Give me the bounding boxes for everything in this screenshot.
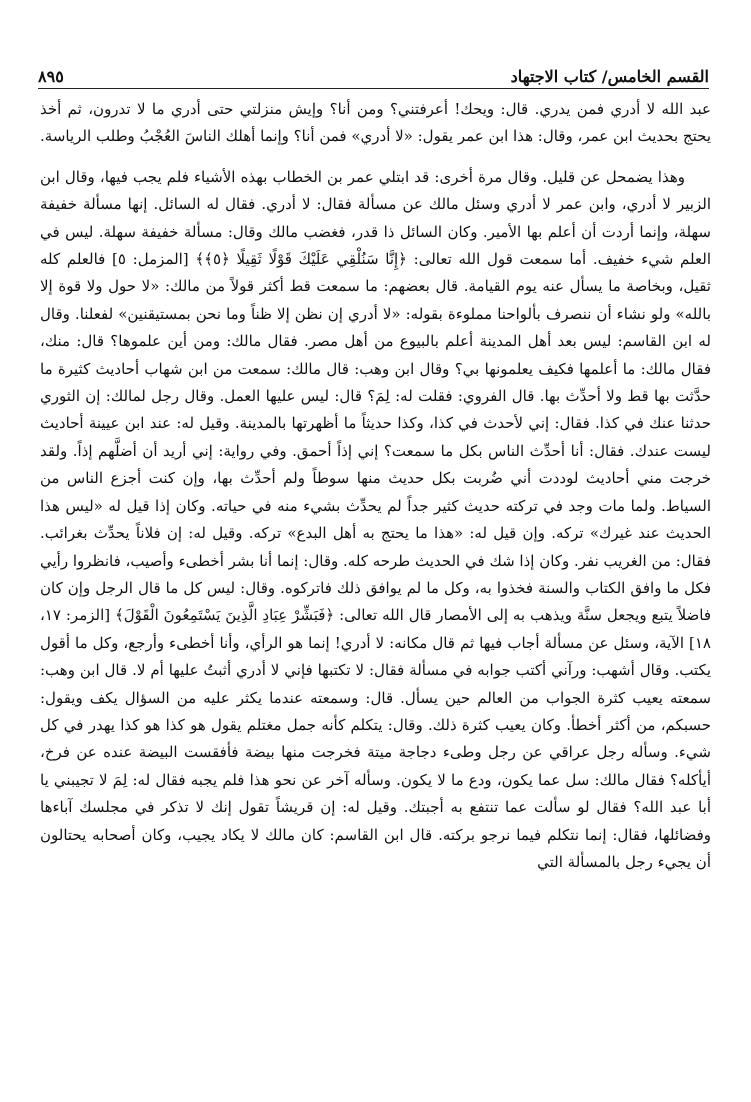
page-body xyxy=(40,96,711,1094)
header-rule xyxy=(38,88,709,89)
paragraph-continuation: عبد الله لا أدري فمن يدري. قال: ويحك! أعرفتني؟ ومن أنا؟ وإيش منزلتي حتى أدري ما لا تدرون، ثم أخذ يحتج بحديث ابن عمر، وقال: هذا ابن عمر يقول: «لا أدري» فمن أنا؟ وإنما أهلك الناسَ العُجْبُ وطلب الرياسة. xyxy=(40,100,711,146)
paragraph-main: وهذا يضمحل عن قليل. وقال مرة أخرى: قد ابتلي عمر بن الخطاب بهذه الأشياء فلم يجب فيها، وقال ابن الزبير لا أدري، وابن عمر لا أدري وسئل مالك عن مسألة فقال: لا أدري. فقال له السائل. إنها مسألة خفيفة سهلة، وإنما أردت أن أعلم بها الأمير. وكان السائل ذا قدر، فغضب مالك وقال: مسألة خفيفة سهلة. ليس في العلم شيء خفيف. أما سمعت قول الله تعالى: ﴿إِنَّا سَنُلْقِي عَلَيْكَ قَوْلًا ثَقِيلًا ﴿٥﴾﴾ [المزمل: ٥] فالعلم كله ثقيل، وبخاصة ما يسأل عنه يوم القيامة. قال بعضهم: ما سمعت قط أكثر قولاً من مالك: «لا حول ولا قوة إلا بالله» ولو نشاء أن ننصرف بألواحنا مملوءة بقوله: «لا أدري إن نظن إلا ظناً وما نحن بمستيقنين» لفعلنا. وقال له ابن القاسم: ليس بعد أهل المدينة أعلم بالبيوع من أهل مصر. فقال مالك: ومن أين علموها؟ قال: منك، فقال مالك: ما أعلمها فكيف يعلمونها بي؟ وقال ابن وهب: قال مالك: سمعت من ابن شهاب أحاديث كثيرة ما حدَّثت بها قط ولا أحدِّث بها. قال الفروي: فقلت له: لِمَ؟ قال: ليس عليها العمل. وقال رجل لمالك: إن الثوري حدثنا عنك في كذا. فقال: إني لأحدث في كذا، وكذا حديثاً ما أظهرتها بالمدينة. وقيل له: عند ابن عيينة أحاديث ليست عندك. فقال: أنا أحدِّث الناس بكل ما سمعت؟ إني إذاً أحمق. وفي رواية: إني أريد أن أضلَّهم إذاً. ولقد خرجت مني أحاديث لوددت أني ضُربت بكل حديث منها سوطاً ولم أحدِّث بها، وإن كنت أجزع الناس من السياط. ولما مات وجد في تركته حديث كثير جداً لم يحدِّث بشيء منه في حياته. وكان إذا قيل له «ليس هذا الحديث عند غيرك» تركه. وإن قيل له: «هذا ما يحتج به أهل البدع» تركه. وقيل له: إن فلاناً يحدِّث بغرائب. فقال: من الغريب نفر. وكان إذا شك في الحديث طرحه كله. وقال: إنما أنا بشر أخطىء وأصيب، فانظروا رأيي فكل ما وافق الكتاب والسنة فخذوا به، وكل ما لم يوافق ذلك فاتركوه. وقال: ليس كل ما قال الرجل وإن كان فاضلاً يتبع ويجعل سنَّة ويذهب به إلى الأمصار قال الله تعالى: ﴿فَبَشِّرْ عِبَادِ الَّذِينَ يَسْتَمِعُونَ الْقَوْلَ﴾ [الزمر: ١٧، ١٨] الآية، وسئل عن مسألة أجاب فيها ثم قال مكانه: لا أدري! إنما هو الرأي، وأنا أخطىء وأرجع، وكل ما أقول يكتب. وقال أشهب: ورآني أكتب جوابه في مسألة فقال: لا تكتبها فإني لا أدري أثبتُ عليها أم لا. قال ابن وهب: سمعته يعيب كثرة الجواب من العالم حين يسأل. قال: وسمعته عندما يكثر عليه من السؤال يكف ويقول: حسبكم، من أكثر أخطأ. وكان يعيب كثرة ذلك. وقال: يتكلم كأنه جمل مغتلم يقول هو كذا هو كذا يهدر في كل شيء. وسأله رجل عراقي عن رجل وطىء دجاجة ميتة فخرجت منها بيضة فأفقست البيضة عنده عن فرخ، أيأكله؟ فقال مالك: سل عما يكون، ودع ما لا يكون. وسأله آخر عن نحو هذا فلم يجبه فقال له: لِمَ لا تجيبني يا أبا عبد الله؟ فقال لو سألت عما تنتفع به أجبتك. وقيل له: إن قريشاً تقول إنك لا تذكر في مجلسك آباءها وفضائلها، فقال: إنما نتكلم فيما نرجو بركته. قال ابن القاسم: كان مالك لا يكاد يجيب، وكان أصحابه يحتالون أن يجيء رجل بالمسألة التي xyxy=(40,167,711,871)
running-title: القسم الخامس/ كتاب الاجتهاد xyxy=(510,67,709,86)
page-number: ٨٩٥ xyxy=(38,67,64,86)
running-header xyxy=(38,52,709,86)
